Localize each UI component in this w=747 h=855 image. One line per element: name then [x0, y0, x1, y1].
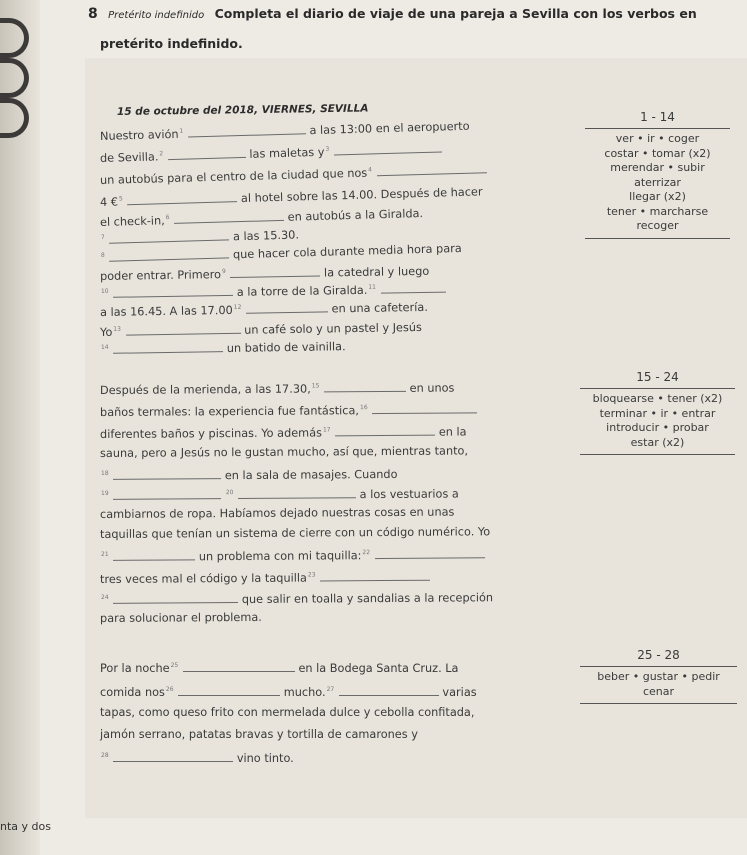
verb-option: estar (x2) — [630, 435, 685, 449]
answer-blank-7[interactable] — [109, 228, 229, 243]
diary-line: $^7$ a las 15.30. — [100, 228, 300, 244]
diary-line: diferentes baños y piscinas. Yo además$^{17}$ en la — [99, 425, 467, 441]
verb-option: recoger — [636, 219, 679, 232]
answer-blank-5[interactable] — [127, 190, 237, 205]
diary-line: cambiarnos de ropa. Habíamos dejado nuestras cosas en unas — [99, 505, 455, 521]
answer-blank-22[interactable] — [375, 546, 485, 559]
diary-line: un autobús para el centro de la ciudad que nos$^4$ — [100, 161, 487, 187]
verb-box-1 — [585, 110, 730, 242]
answer-blank-14[interactable] — [113, 340, 223, 354]
answer-blank-4[interactable] — [376, 161, 486, 176]
answer-blank-20[interactable] — [238, 486, 356, 499]
answer-blank-23[interactable] — [320, 569, 430, 582]
notebook-binding — [0, 0, 40, 855]
tense-tag: Pretérito indefinido — [108, 10, 205, 21]
diary-line: jamón serrano, patatas bravas y tortilla de camarones y — [100, 728, 418, 741]
diary-line: taquillas que tenían un sistema de cierre con un código numérico. Yo — [99, 525, 491, 541]
diary-line: Nuestro avión$^1$ a las 13:00 en el aeropuerto — [99, 119, 470, 143]
diary-line: Por la noche$^{25}$ en la Bodega Santa Cruz. La — [100, 662, 459, 675]
answer-blank-10[interactable] — [113, 284, 233, 298]
answer-blank-24[interactable] — [113, 591, 238, 604]
exercise-instruction: Completa el diario de viaje de una pareja a Sevilla con los verbos en — [214, 6, 697, 21]
answer-blank-8[interactable] — [109, 246, 229, 261]
diary-line: Yo$^{13}$ un café solo y un pastel y Jesús — [99, 320, 422, 339]
verb-box-range: 25 - 28 — [637, 648, 680, 662]
page-footer: nta y dos — [0, 820, 51, 833]
answer-blank-15[interactable] — [324, 380, 406, 393]
diary-line: $^{18}$ en la sala de masajes. Cuando — [100, 467, 398, 483]
diary-line: Después de la merienda, a las 17.30,15 en unos — [99, 381, 455, 397]
answer-blank-16[interactable] — [372, 401, 477, 414]
diary-line: comida nos$^{26}$ mucho.$^{27}$ varias — [100, 686, 477, 699]
diary-line: poder entrar. Primero$^9$ la catedral y luego — [99, 264, 430, 283]
answer-blank-13[interactable] — [125, 322, 240, 336]
diary-line: 4 €$^5$ al hotel sobre las 14.00. Después de hacer — [99, 185, 483, 209]
verb-box-2 — [580, 370, 735, 458]
answer-blank-21[interactable] — [113, 548, 195, 561]
verb-option: bloquearse • tener (x2) — [592, 392, 723, 405]
exercise-instruction-cont: pretérito indefinido. — [100, 36, 243, 51]
diary-line: tapas, como queso frito con mermelada dulce y cebolla confitada, — [100, 706, 475, 719]
verb-box-3 — [580, 648, 737, 707]
diary-line: $^{21}$ un problema con mi taquilla:$^{22}$ — [100, 546, 485, 564]
verb-box-range: 1 - 14 — [640, 110, 675, 124]
answer-blank-28[interactable] — [113, 750, 233, 762]
verb-option: tener • marcharse — [606, 204, 709, 218]
diary-line: sauna, pero a Jesús no le gustan mucho, así que, mientras tanto, — [99, 444, 469, 460]
diary-line: baños termales: la experiencia fue fantástica,$^{16}$ — [100, 401, 477, 419]
verb-option: terminar • ir • entrar — [599, 406, 716, 420]
binder-ring — [0, 58, 29, 98]
answer-blank-11[interactable] — [380, 281, 445, 294]
verb-option: beber • gustar • pedir — [597, 670, 720, 683]
verb-option: merendar • subir — [610, 161, 705, 174]
answer-blank-19[interactable] — [113, 487, 221, 500]
binder-ring — [0, 98, 29, 138]
diary-date: 15 de octubre del 2018, VIERNES, SEVILLA — [116, 102, 369, 118]
verb-box-range: 15 - 24 — [636, 370, 679, 384]
verb-option: cenar — [642, 684, 675, 698]
answer-blank-12[interactable] — [246, 300, 328, 313]
diary-line: $^{19}$ $^{20}$ a los vestuarios a — [100, 487, 459, 502]
answer-blank-6[interactable] — [174, 209, 284, 224]
answer-blank-27[interactable] — [339, 684, 439, 696]
diary-line: $^8$ que hacer cola durante media hora para — [100, 241, 462, 262]
answer-blank-18[interactable] — [113, 467, 221, 480]
answer-blank-3[interactable] — [334, 140, 442, 155]
binder-ring — [0, 18, 29, 58]
diary-line: de Sevilla.$^2$ las maletas $y^3$ — [100, 140, 442, 165]
answer-blank-9[interactable] — [230, 265, 320, 278]
diary-line: $^{28}$ vino tinto. — [101, 752, 294, 765]
verb-option: introducir • probar — [606, 421, 709, 434]
verb-option: aterrizar — [634, 175, 681, 189]
verb-option: ver • ir • coger — [615, 132, 700, 145]
answer-blank-26[interactable] — [178, 684, 280, 696]
exercise-heading — [88, 6, 697, 22]
diary-line: $^{24}$ que salir en toalla y sandalias a la recepción — [100, 591, 494, 607]
exercise-number: 8 — [88, 6, 98, 22]
diary-line: tres veces mal el código y la taquilla$^{23}$ — [100, 569, 430, 586]
answer-blank-25[interactable] — [183, 660, 295, 672]
answer-blank-17[interactable] — [335, 424, 435, 437]
diary-line: $^{14}$ un batido de vainilla. — [100, 340, 346, 356]
verb-option: costar • tomar (x2) — [604, 146, 711, 160]
diary-line: el check-in,$^6$ en autobús a la Giralda. — [99, 206, 424, 229]
verb-option: llegar (x2) — [629, 190, 686, 203]
answer-blank-1[interactable] — [188, 122, 306, 137]
diary-line: a las 16.45. A las 17.00$^{12}$ en una cafetería. — [99, 300, 428, 319]
diary-line: para solucionar el problema. — [99, 610, 262, 625]
answer-blank-2[interactable] — [168, 146, 246, 160]
diary-line: $^{10}$ a la torre de la Giralda.$^{11}$ — [100, 281, 446, 301]
